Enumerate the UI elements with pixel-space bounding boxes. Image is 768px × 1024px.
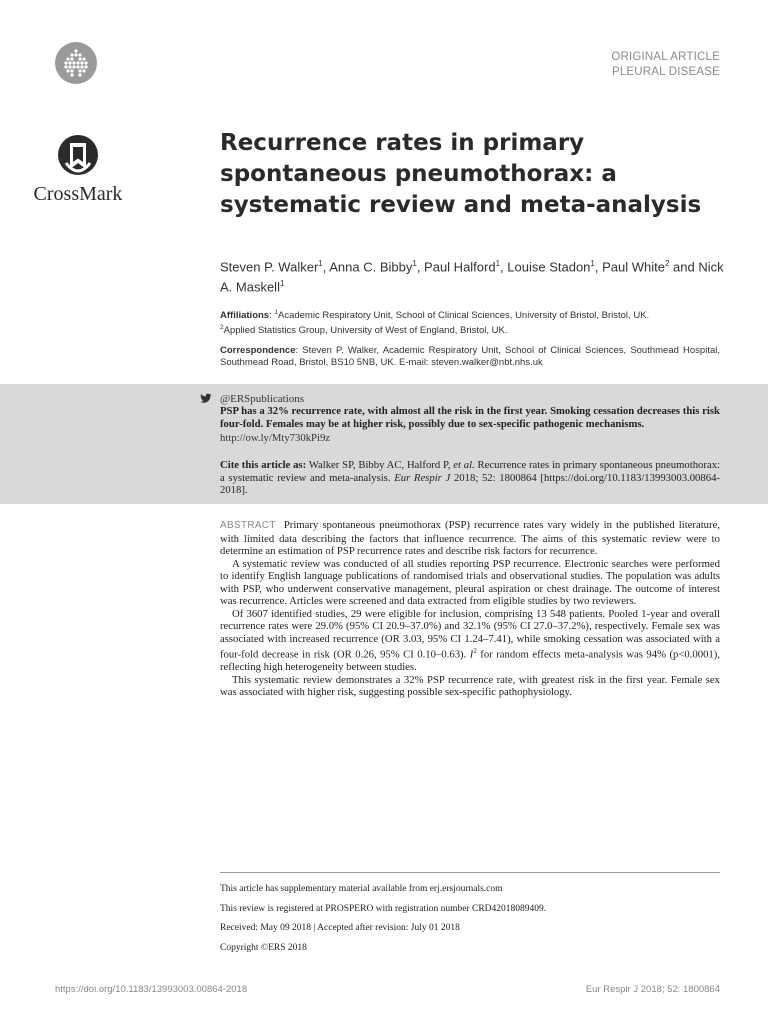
affiliation-number: 2 <box>220 324 224 332</box>
footer-doi[interactable]: https://doi.org/10.1183/13993003.00864-2018 <box>55 984 248 995</box>
twitter-icon <box>200 393 212 404</box>
affiliation-number: 1 <box>274 309 278 316</box>
abstract-text: Primary spontaneous pneumothorax (PSP) recurrence rates vary widely in the published literature, with limited data describing the factors that influence recurrence. The aims of this systematic review were to determine an estimation of PSP recurrence rates and describe risk factors for recurrence. <box>220 519 721 557</box>
article-subject: PLEURAL DISEASE <box>611 66 720 78</box>
author-name: Paul Halford <box>424 259 496 275</box>
affiliations: Affiliations: $^1$Academic Respiratory Unit, School of Clinical Sciences, University of Bristol, Bristol, UK. $^2$Applied Statistics Group, University of West of England, Bristol, UK. <box>220 309 650 337</box>
article-type <box>611 50 720 80</box>
correspondence-text: Steven P. Walker, Academic Respiratory Unit, School of Clinical Sciences, Southmead Hospital, Southmead Road, Bristol, BS10 5NB, UK. E-mail: steven.walker@nbt.nhs.uk <box>220 345 720 368</box>
author-name: Anna C. Bibby <box>329 259 413 275</box>
ers-logo <box>55 42 97 84</box>
crossmark-badge[interactable] <box>28 133 128 206</box>
abstract-paragraph <box>220 608 720 674</box>
author-affiliation-number: 1 <box>279 279 285 289</box>
notes-divider <box>220 872 720 873</box>
article-title: Recurrence rates in primary spontaneous pneumothorax: a systematic review and meta-analysis <box>220 130 702 218</box>
affiliation-2: Applied Statistics Group, University of West of England, Bristol, UK. <box>223 325 508 337</box>
author-list <box>220 255 730 296</box>
abstract-text: Of 3607 identified studies, 29 were eligible for inclusion, comprising 13 548 patients. Pooled 1-year and overall recurrence rates were 29.0% (95% CI 20.9–37.0%) and 32.1% (95% CI 27.0–37.2%), respectively. Female sex was associated with increased recurrence (OR 3.03, 95% CI 1.24–7.41), while smoking cessation was associated with a four-fold decrease in risk (OR 0.26, 95% CI 0.10–0.63). <box>220 607 720 661</box>
note-supplementary: This article has supplementary material available from erj.ersjournals.com <box>220 884 503 894</box>
note-dates: Received: May 09 2018 | Accepted after revision: July 01 2018 <box>220 923 460 933</box>
article-notes <box>220 884 720 962</box>
author-affiliation-number: 1 <box>495 259 501 268</box>
crossmark-label: CrossMark <box>33 183 123 205</box>
cite-label: Cite this article as: <box>220 459 307 471</box>
cite-etal: et al. <box>453 459 475 471</box>
correspondence: Correspondence: Steven P. Walker, Academic Respiratory Unit, School of Clinical Sciences, Southmead Hospital, Southmead Road, Bristol, BS10 5NB, UK. E-mail: steven.walker@nbt.nhs.uk <box>220 345 720 368</box>
abstract-paragraph <box>220 519 720 558</box>
author-affiliation-number: 1 <box>590 259 595 268</box>
abstract-text: This systematic review demonstrates a 32% PSP recurrence rate, with greatest risk in the first year. Female sex was associated with higher risk, suggesting possible sex-specific pathophysiology. <box>220 673 720 699</box>
author-affiliation-number: 2 <box>664 259 670 268</box>
tweet-text: PSP has a 32% recurrence rate, with almost all the risk in the first year. Smoking cessation decreases this risk four-fold. Females may be at higher risk, possibly due to sex-specific pathogenic mechanisms. <box>220 405 720 430</box>
author-separator: , <box>416 259 425 275</box>
twitter-handle[interactable]: @ERSpublications <box>220 393 305 405</box>
cite-this-article <box>220 459 720 497</box>
article-category: ORIGINAL ARTICLE <box>611 51 720 63</box>
cite-title: Recurrence rates in primary spontaneous pneumothorax: a systematic review and meta-analysis. <box>220 459 721 484</box>
note-registration: This review is registered at PROSPERO with registration number CRD42018089409. <box>220 903 547 914</box>
note-copyright: Copyright ©ERS 2018 <box>220 942 307 953</box>
author-name: Louise Stadon <box>507 259 591 275</box>
lungs-icon <box>55 42 97 84</box>
abstract-text: A systematic review was conducted of all studies reporting PSP recurrence. Electronic searches were performed to identify English language publications of randomised trials and observational studies. The population was adults with PSP, who underwent conservative management, pleural aspiration or chest drainage. The outcome of interest was recurrence. Articles were screened and data extracted from eligible studies by two reviewers. <box>220 557 720 607</box>
abstract-paragraph <box>220 558 720 608</box>
affiliations-label: Affiliations <box>220 310 270 322</box>
abstract <box>220 519 720 699</box>
cite-reference[interactable]: 2018; 52: 1800864 [https://doi.org/10.1183/13993003.00864-2018]. <box>220 471 720 496</box>
correspondence-label: Correspondence <box>220 345 296 356</box>
i-squared-symbol: I <box>469 648 474 661</box>
author-name: Nick A. Maskell <box>220 259 724 295</box>
crossmark-icon <box>56 133 100 181</box>
abstract-paragraph <box>220 674 720 699</box>
abstract-text: for random effects meta-analysis was 94% (p<0.0001), reflecting high heterogeneity between studies. <box>220 648 721 674</box>
abstract-label: ABSTRACT <box>220 520 276 531</box>
footer-citation: Eur Respir J 2018; 52: 1800864 <box>585 984 720 995</box>
author-affiliation-number: 1 <box>412 259 417 268</box>
cite-journal: Eur Respir J <box>394 471 451 484</box>
author-separator: , <box>500 259 508 275</box>
cite-authors: Walker SP, Bibby AC, Halford P, <box>308 459 451 471</box>
author-separator: , <box>594 259 603 275</box>
i-squared-exponent: 2 <box>473 647 477 655</box>
author-separator: , <box>322 259 330 275</box>
author-name: Steven P. Walker <box>220 259 319 275</box>
tweet-link[interactable]: http://ow.ly/Mty730kPi9z <box>220 432 331 444</box>
author-name: Paul White <box>602 259 665 275</box>
author-separator: and <box>669 259 699 275</box>
affiliation-1: Academic Respiratory Unit, School of Clinical Sciences, University of Bristol, Bristol, UK. <box>278 310 650 322</box>
author-affiliation-number: 1 <box>318 259 323 268</box>
